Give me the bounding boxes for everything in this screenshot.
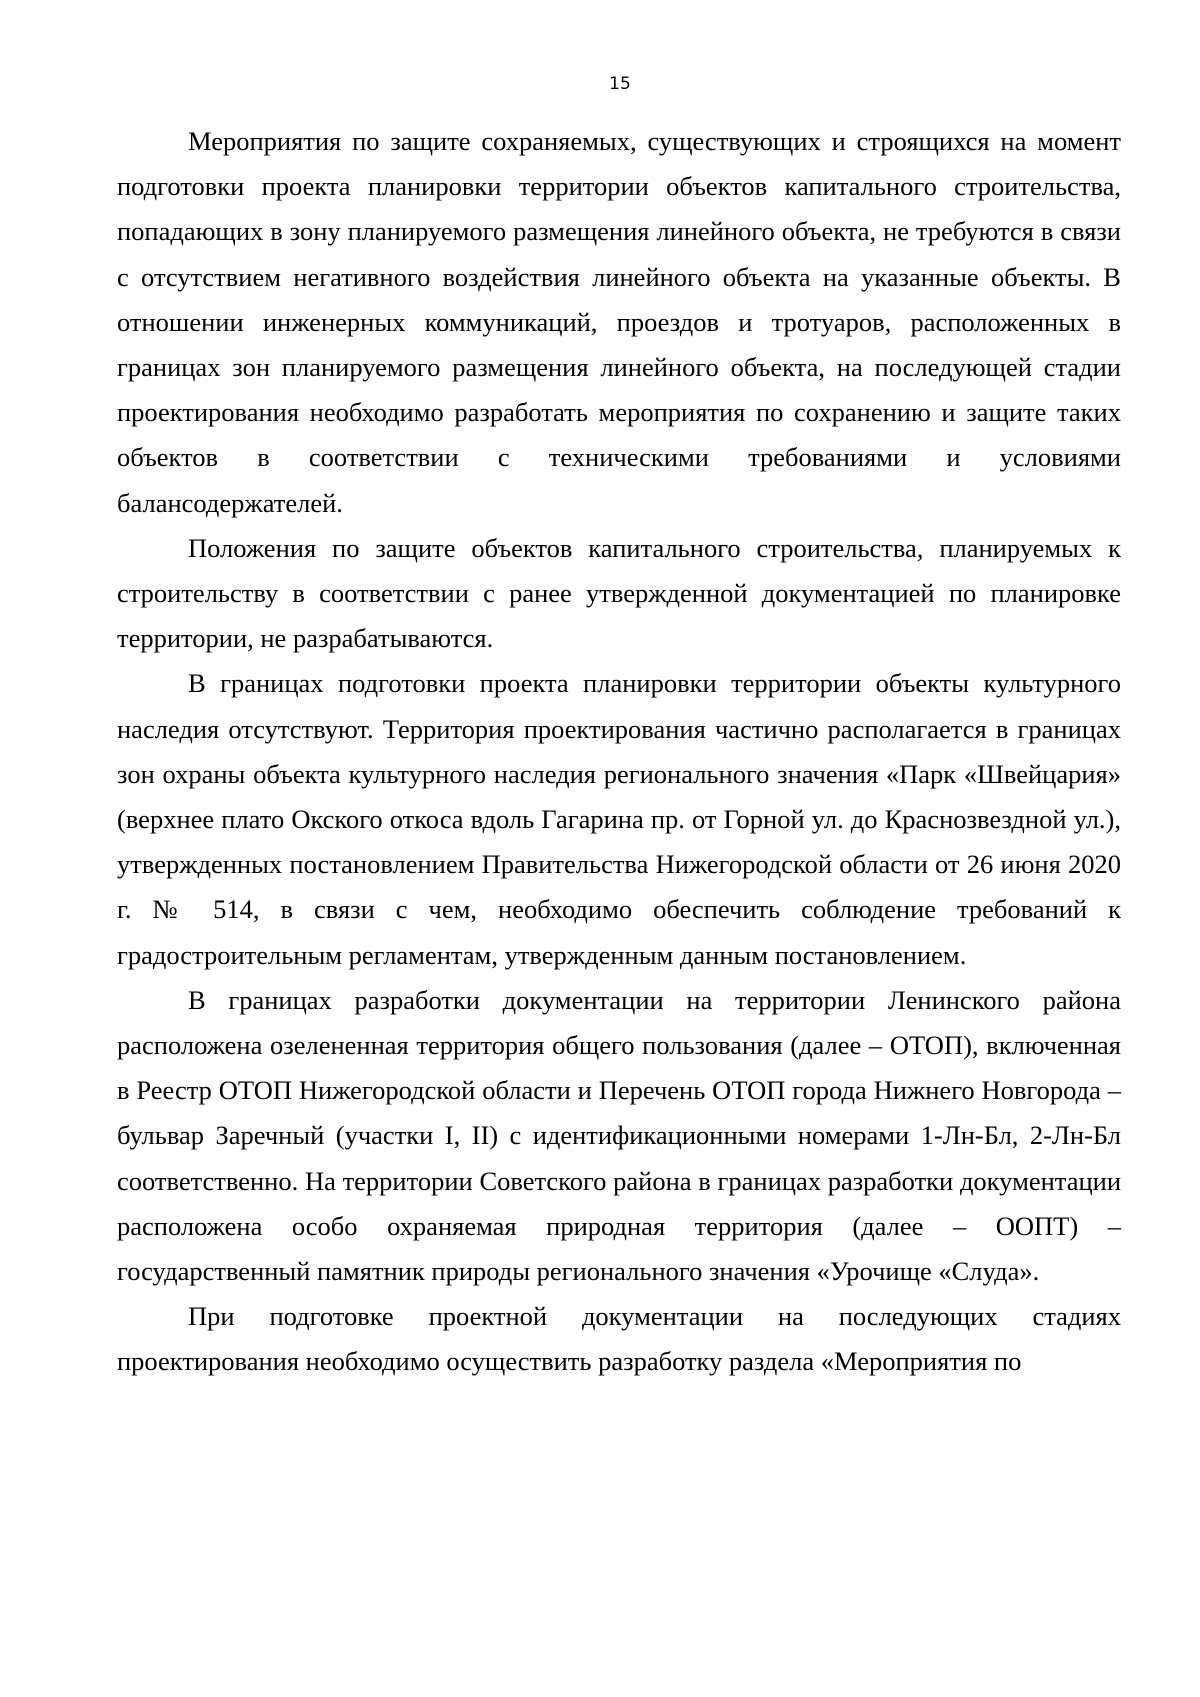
paragraph-cultural-heritage: В границах подготовки проекта планировки территории объекты культурного наследия отсутствуют. Территория проектирования частично располагается в границах зон охраны объекта культурного наследия регионального значения «Парк «Швейцария» (верхнее плато Окского откоса вдоль Гагарина пр. от Горной ул. до Краснозвездной ул.), утвержденных постановлением Правительства Нижегородской области от 26 июня 2020 г. № 514, в связи с чем, необходимо обеспечить соблюдение требований к градостроительным регламентам, утвержденным данным постановлением.	[117, 668, 1121, 970]
paragraph-protection-measures: Мероприятия по защите сохраняемых, существующих и строящихся на момент подготовки проекта планировки территории объектов капитального строительства, попадающих в зону планируемого размещения линейного объекта, не требуются в связи с отсутствием негативного воздействия линейного объекта на указанные объекты. В отношении инженерных коммуникаций, проездов и тротуаров, расположенных в границах зон планируемого размещения линейного объекта, на последующей стадии проектирования необходимо разработать мероприятия по сохранению и защите таких объектов в соответствии с техническими требованиями и условиями балансодержателей.	[117, 126, 1121, 518]
paragraph-project-documentation: При подготовке проектной документации на последующих стадиях проектирования необходимо осуществить разработку раздела «Мероприятия по	[117, 1301, 1121, 1377]
body-text	[117, 119, 1121, 1385]
page-number: 15	[609, 74, 631, 94]
paragraph-planned-objects: Положения по защите объектов капитального строительства, планируемых к строительству в соответствии с ранее утвержденной документацией по планировке территории, не разрабатываются.	[117, 532, 1121, 654]
paragraph-green-territories: В границах разработки документации на территории Ленинского района расположена озелененная территория общего пользования (далее – ОТОП), включенная в Реестр ОТОП Нижегородской области и Перечень ОТОП города Нижнего Новгорода –бульвар Заречный (участки I, II) с идентификационными номерами 1-Лн-Бл, 2-Лн-Бл соответственно. На территории Советского района в границах разработки документации расположена особо охраняемая природная территория (далее – ООПТ) – государственный памятник природы регионального значения «Урочище «Слуда».	[117, 984, 1121, 1287]
